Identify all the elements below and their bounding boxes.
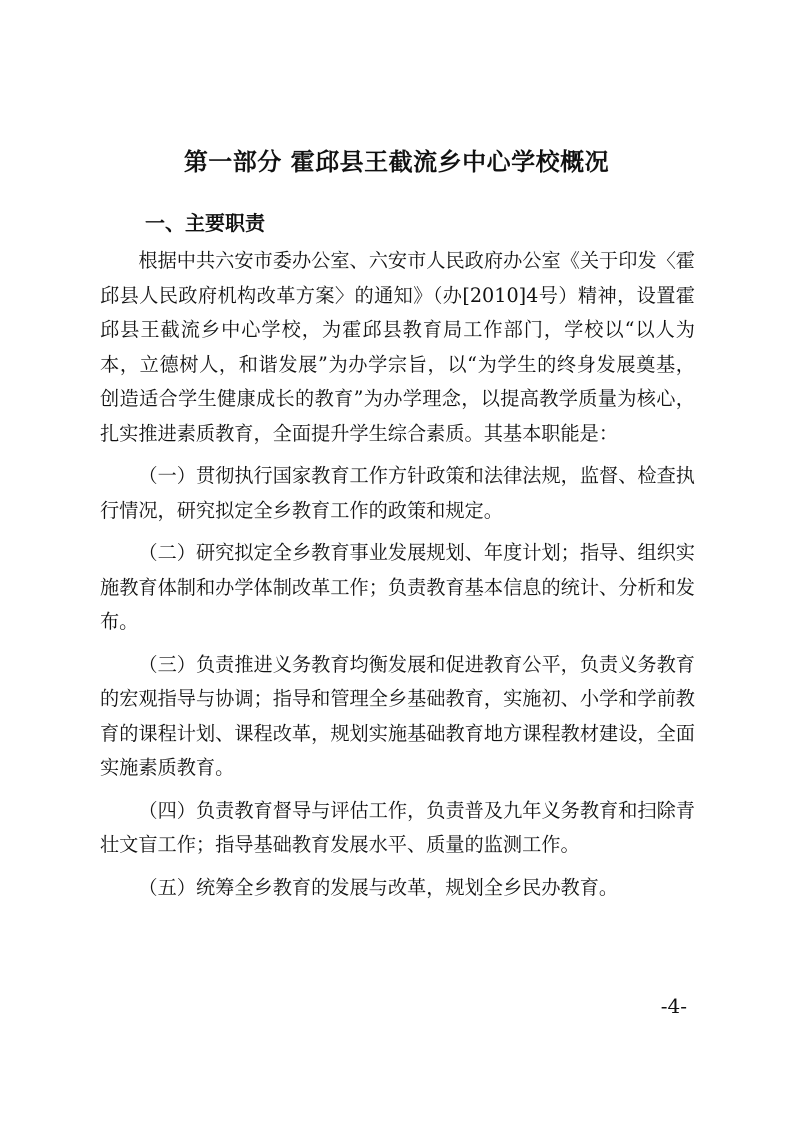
body-text bbox=[100, 244, 695, 913]
section-heading: 一、主要职责 bbox=[145, 211, 265, 235]
paragraph-intro: 根据中共六安市委办公室、六安市人民政府办公室《关于印发〈霍邱县人民政府机构改革方案〉的通知》（办[2010]4号）精神，设置霍邱县王截流乡中心学校，为霍邱县教育局工作部门，学校以“以人为本，立德树人，和谐发展”为办学宗旨，以“为学生的终身发展奠基，创造适合学生健康成长的教育”为办学理念，以提高教学质量为核心，扎实推进素质教育，全面提升学生综合素质。其基本职能是： bbox=[100, 249, 695, 445]
paragraph-duty-4: （四）负责教育督导与评估工作，负责普及九年义务教育和扫除青壮文盲工作；指导基础教育发展水平、质量的监测工作。 bbox=[100, 798, 695, 856]
paragraph-duty-5: （五）统筹全乡教育的发展与改革，规划全乡民办教育。 bbox=[138, 875, 619, 899]
page-number: -4- bbox=[660, 994, 687, 1018]
paragraph-duty-2: （二）研究拟定全乡教育事业发展规划、年度计划；指导、组织实施教育体制和办学体制改革工作；负责教育基本信息的统计、分析和发布。 bbox=[100, 541, 695, 633]
page-title: 第一部分 霍邱县王截流乡中心学校概况 bbox=[183, 148, 610, 176]
paragraph-duty-3: （三）负责推进义务教育均衡发展和促进教育公平，负责义务教育的宏观指导与协调；指导和管理全乡基础教育，实施初、小学和学前教育的课程计划、课程改革，规划实施基础教育地方课程教材建设，全面实施素质教育。 bbox=[100, 652, 695, 779]
paragraph-duty-1: （一）贯彻执行国家教育工作方针政策和法律法规，监督、检查执行情况，研究拟定全乡教育工作的政策和规定。 bbox=[100, 464, 695, 522]
